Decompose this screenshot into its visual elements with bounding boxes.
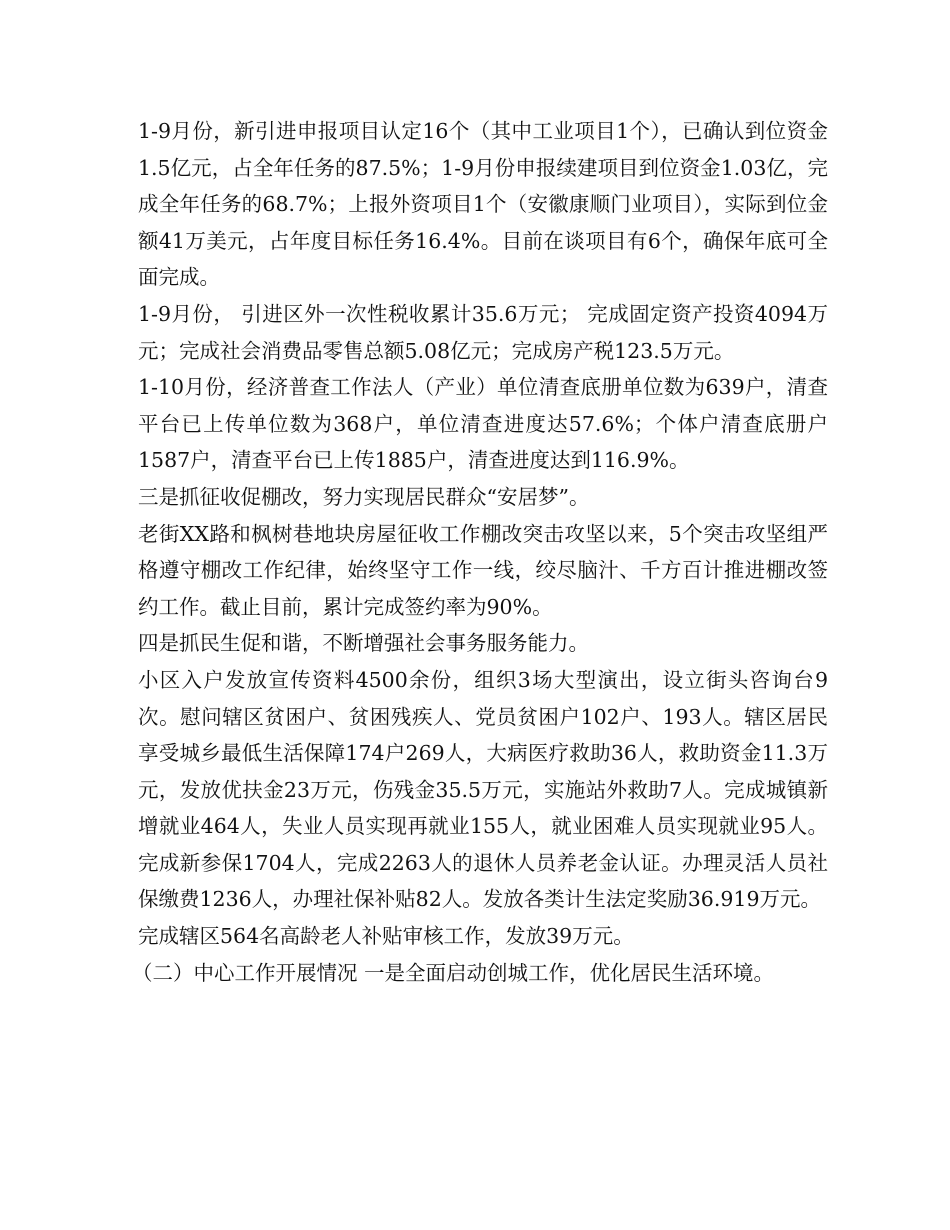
document-body xyxy=(132,113,828,991)
paragraph-tax-investment: 1-9月份， 引进区外一次性税收累计35.6万元； 完成固定资产投资4094万元；完成社会消费品零售总额5.08亿元；完成房产税123.5万元。 xyxy=(138,301,828,363)
paragraph-social-services: 小区入户发放宣传资料4500余份，组织3场大型演出，设立街头咨询台9次。慰问辖区贫困户、贫困残疾人、党员贫困户102户、193人。辖区居民享受城乡最低生活保障174户269人，大病医疗救助36人，救助资金11.3万元，发放优扶金23万元，伤残金35.5万元，实施站外救助7人。完成城镇新增就业464人，失业人员实现再就业155人，就业困难人员实现就业95人。完成新参保1704人，完成2263人的退休人员养老金认证。办理灵活人员社保缴费1236人，办理社保补贴82人。发放各类计生法定奖励36.919万元。 xyxy=(138,667,828,912)
paragraph-elderly-subsidy: 完成辖区564名高龄老人补贴审核工作，发放39万元。 xyxy=(138,924,634,949)
heading-livelihood-harmony: 四是抓民生促和谐，不断增强社会事务服务能力。 xyxy=(138,631,589,656)
paragraph-house-expropriation: 老街XX路和枫树巷地块房屋征收工作棚改突击攻坚以来，5个突击攻坚组严格遵守棚改工作纪律，始终坚守工作一线，绞尽脑汁、千方百计推进棚改签约工作。截止目前，累计完成签约率为90%。 xyxy=(138,521,828,619)
heading-shantytown-renovation: 三是抓征收促棚改，努力实现居民群众“安居梦”。 xyxy=(138,484,590,509)
heading-central-work: （二）中心工作开展情况 一是全面启动创城工作，优化居民生活环境。 xyxy=(132,960,775,985)
paragraph-economic-census: 1-10月份，经济普查工作法人（产业）单位清查底册单位数为639户，清查平台已上传单位数为368户，单位清查进度达57.6%；个体户清查底册户1587户，清查平台已上传1885户，清查进度达到116.9%。 xyxy=(138,375,828,473)
paragraph-project-funding: 1-9月份，新引进申报项目认定16个（其中工业项目1个），已确认到位资金1.5亿元，占全年任务的87.5%；1-9月份申报续建项目到位资金1.03亿，完成全年任务的68.7%；上报外资项目1个（安徽康顺门业项目），实际到位金额41万美元，占年度目标任务16.4%。目前在谈项目有6个，确保年底可全面完成。 xyxy=(138,119,828,290)
